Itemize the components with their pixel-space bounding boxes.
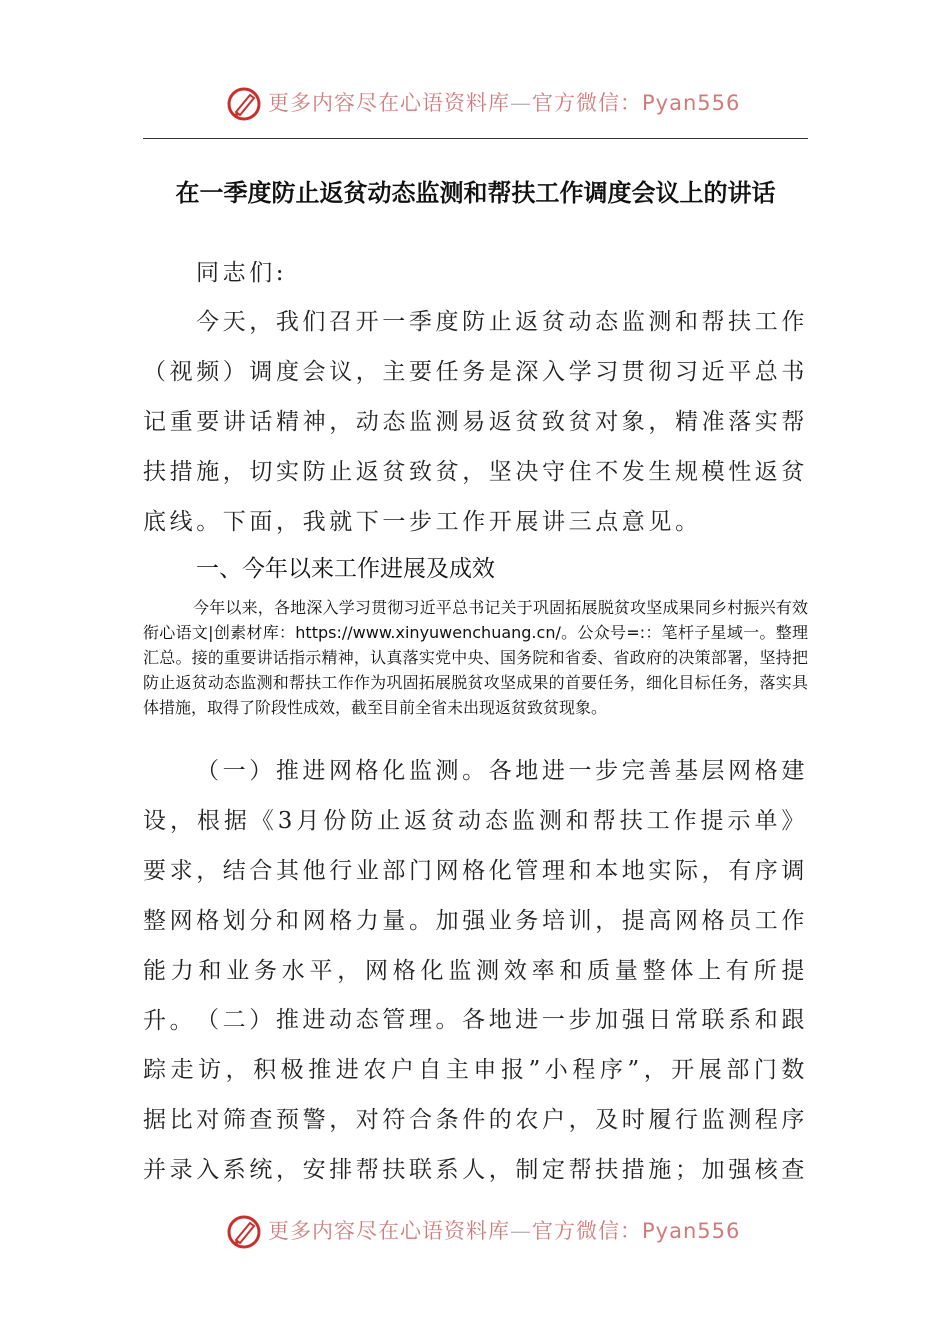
banner-contact-label: 官方微信： xyxy=(532,1219,642,1243)
banner-separator: — xyxy=(510,91,532,115)
banner-site-text: 更多内容尽在心语资料库 xyxy=(268,1219,510,1243)
footer-banner xyxy=(0,1210,950,1254)
pen-logo-icon xyxy=(226,1214,262,1250)
banner-separator: — xyxy=(510,1219,532,1243)
pen-logo-icon xyxy=(226,86,262,122)
banner-contact-id: Pyan556 xyxy=(642,1219,741,1243)
header-banner xyxy=(0,82,950,126)
section-body-paragraph: 今年以来，各地深入学习贯彻习近平总书记关于巩固拓展脱贫攻坚成果同乡村振兴有效衔心语文|创素材库：https://www.xinyuwenchuang.cn/。公众号=:：笔杆子星域一。整理汇总。接的重要讲话指示精神，认真落实党中央、国务院和省委、省政府的决策部署，坚持把防止返贫动态监测和帮扶工作作为巩固拓展脱贫攻坚成果的首要任务，细化目标任务，落实具体措施，取得了阶段性成效，截至目前全省未出现返贫致贫现象。 xyxy=(143,598,808,717)
banner-site-text: 更多内容尽在心语资料库 xyxy=(268,91,510,115)
document-title: 在一季度防止返贫动态监测和帮扶工作调度会议上的讲话 xyxy=(175,178,776,207)
banner-text xyxy=(268,1216,740,1246)
intro-paragraph: 今天，我们召开一季度防止返贫动态监测和帮扶工作（视频）调度会议，主要任务是深入学习贯彻习近平总书记重要讲话精神，动态监测易返贫致贫对象，精准落实帮扶措施，切实防止返贫致贫，坚决守住不发生规模性返贫底线。下面，我就下一步工作开展讲三点意见。 xyxy=(143,309,808,535)
item-grid-monitoring: （一）推进网格化监测。各地进一步完善基层网格建设，根据《3月份防止返贫动态监测和帮扶工作提示单》要求，结合其他行业部门网格化管理和本地实际，有序调整网格划分和网格力量。加强业务培训，提高网格员工作能力和业务水平，网格化监测效率和质量整体上有所提升。 xyxy=(143,758,808,1034)
header-divider xyxy=(143,138,808,139)
banner-contact-label: 官方微信： xyxy=(532,91,642,115)
section-heading: 一、今年以来工作进展及成效 xyxy=(196,556,495,582)
banner-text xyxy=(268,88,740,118)
banner-contact-id: Pyan556 xyxy=(642,91,741,115)
item-dynamic-management: （二）推进动态管理。各地进一步加强日常联系和跟踪走访，积极推进农户自主申报”小程序”，开展部门数据比对筛查预警，对符合条件的农户，及时履行监测程序并录入系统，安排帮扶联系人，制定帮扶措施；加强核查 xyxy=(143,1007,808,1183)
salutation: 同志们: xyxy=(196,260,288,286)
